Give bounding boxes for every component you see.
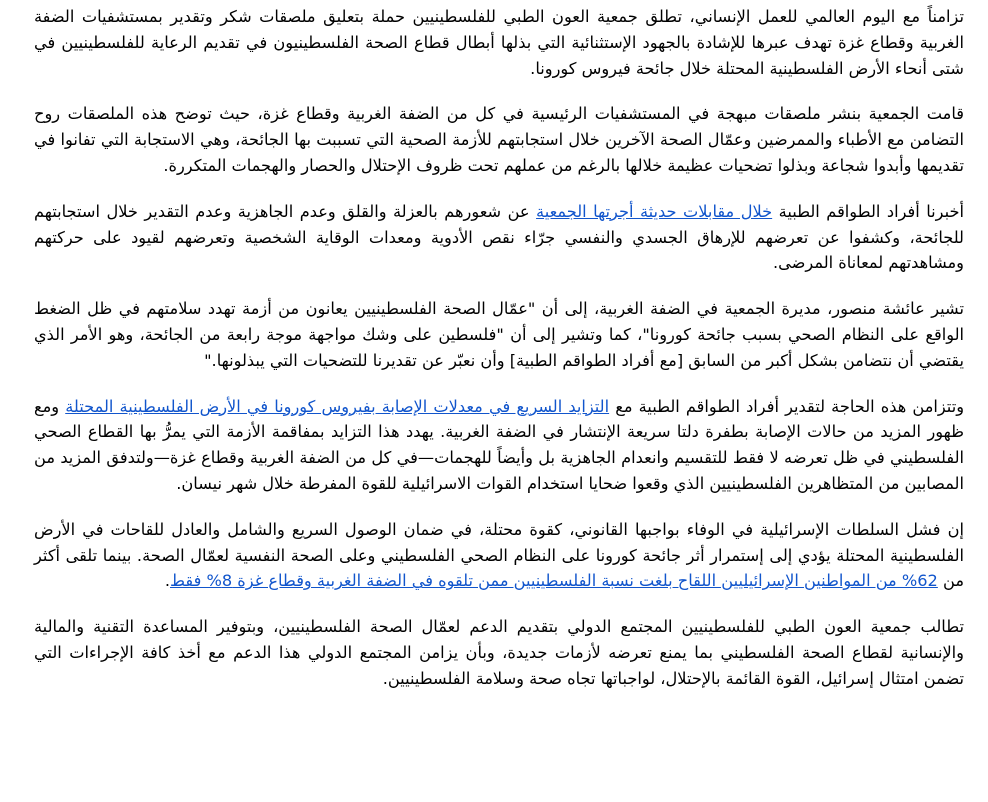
paragraph-text: تزامناً مع اليوم العالمي للعمل الإنساني، تطلق جمعية العون الطبي للفلسطينيين حملة بتعليق ملصقات شكر وتقدير بمستشفيات الضفة الغربية وقطاع غزة تهدف عبرها للإشادة بالجهود الإستثنائية التي بذلها أبطال قطاع الصحة الفلسطينيون في تقديم الرعاية للفلسطينيين في شتى أنحاء الأرض الفلسطينية المحتلة خلال جائحة فيروس كورونا. [34,7,964,78]
paragraph-text: تطالب جمعية العون الطبي للفلسطينيين المجتمع الدولي بتقديم الدعم لعمّال الصحة الفلسطينيين، وبتوفير المساعدة التقنية والمالية والإنسانية لقطاع الصحة الفلسطيني بما يمنع تعرضه لأزمات جديدة، وبأن يزامن المجتمع الدولي هذا الدعم مع أخذ كافة الإجراءات التي تضمن امتثال إسرائيل، القوة القائمة بالإحتلال، لواجباتها تجاه صحة وسلامة الفلسطينيين. [34,617,964,688]
inline-link[interactable]: 62% من المواطنين الإسرائيليين اللقاح بلغت نسبة الفلسطينيين ممن تلقوه في الضفة الغربية وقطاع غزة 8% فقط [170,571,938,591]
paragraph-text: تشير عائشة منصور، مديرة الجمعية في الضفة الغربية، إلى أن "عمّال الصحة الفلسطينيين يعانون من أزمة تهدد سلامتهم في ظل الضغط الواقع على النظام الصحي بسبب جائحة كورونا"، كما وتشير إلى أن "فلسطين على وشك مواجهة موجة رابعة من الجائحة، وهو الأمر الذي يقتضي أن نتضامن بشكل أكبر من السابق [مع أفراد الطواقم الطبية] وأن نعبّر عن تقديرنا للتضحيات التي يبذلونها." [34,299,964,370]
paragraph-3 [34,199,964,276]
paragraph-5 [34,394,964,497]
paragraph-1 [34,4,964,81]
paragraph-text: أخبرنا أفراد الطواقم الطبية [772,201,964,221]
inline-link[interactable]: خلال مقابلات حديثة أجرتها الجمعية [536,201,773,221]
inline-link[interactable]: التزايد السريع في معدلات الإصابة بفيروس كورونا في الأرض الفلسطينية المحتلة [65,396,610,416]
paragraph-7 [34,614,964,691]
paragraph-text: وتتزامن هذه الحاجة لتقدير أفراد الطواقم الطبية مع [609,396,965,416]
paragraph-text: عن شعورهم بالعزلة والقلق وعدم الجاهزية وعدم التقدير خلال استجابتهم للجائحة، وكشفوا عن تعرضهم للإرهاق الجسدي والنفسي جرّاء نقص الأدوية ومعدات الوقاية الشخصية وتعرضهم لقيود على حركتهم ومشاهدتهم لمعاناة المرضى. [34,201,964,273]
paragraph-text: ومع ظهور المزيد من حالات الإصابة بطفرة دلتا سريعة الإنتشار في الضفة الغربية. يهدد هذا التزايد بمفاقمة الأزمة التي يمرُّ بها القطاع الصحي الفلسطيني في ظل تعرضه لا فقط للتقسيم وانعدام الجاهزية بل وأيضاً للهجمات—في كل من الضفة الغربية وقطاع غزة—ولتدفق المزيد من المصابين من المتظاهرين الفلسطينيين الذي وقعوا ضحايا استخدام القوات الاسرائيلية للقوة المفرطة خلال شهر نيسان. [34,396,964,493]
paragraph-4 [34,296,964,373]
paragraph-6 [34,517,964,594]
paragraph-text: إن فشل السلطات الإسرائيلية في الوفاء بواجبها القانوني، كقوة محتلة، في ضمان الوصول السريع والشامل والعادل للقاحات في الأرض الفلسطينية المحتلة يؤدي إلى إستمرار أثر جائحة كورونا على النظام الصحي الفلسطيني وعلى الصحة النفسية لعمّال الصحة. بينما تلقى أكثر من [34,519,964,591]
paragraph-2 [34,101,964,178]
paragraph-text: قامت الجمعية بنشر ملصقات مبهجة في المستشفيات الرئيسية في كل من الضفة الغربية وقطاع غزة، حيث توضح هذه الملصقات روح التضامن مع الأطباء والممرضين وعمّال الصحة الآخرين خلال استجابتهم للأزمة الصحية التي تسببت بها الجائحة، وهي الاستجابة التي تفانوا في تقديمها وأبدوا شجاعة وبذلوا تضحيات عظيمة خلالها بالرغم من عملهم تحت ظروف الإحتلال والحصار والهجمات المتكررة. [34,104,964,175]
paragraph-text: . [164,571,171,591]
